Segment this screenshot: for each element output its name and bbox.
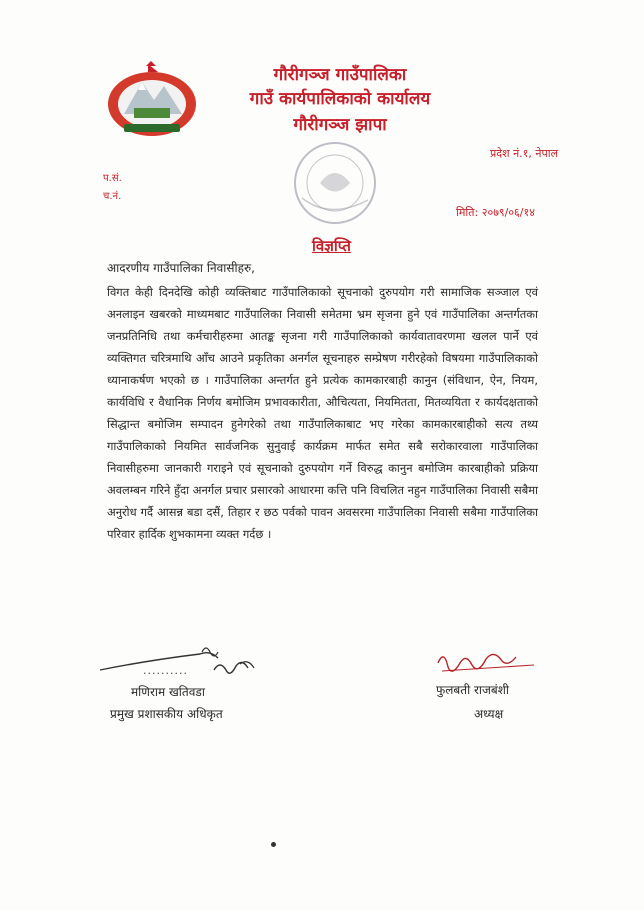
notice-body: विगत केही दिनदेखि कोही व्यक्तिबाट गाउँपालिकाको सूचनाको दुरुपयोग गरी सामाजिक सञ्जाल एवं अनलाइन खबरको माध्यमबाट गाउँपालिका निवासी समेतमा भ्रम सृजना हुने एवं गाउँपालिका अन्तर्गतका जनप्रतिनिधि तथा कर्मचारीहरुमा आतङ्क सृजना गरी गाउँपालिकाको कार्यवातावरणमा खलल पार्ने एवं व्यक्तिगत चरित्रमाथि आँच आउने प्रकृतिका अनर्गल सूचनाहरु सम्प्रेषण गरीरहेको विषयमा गाउँपालिकाको ध्यानाकर्षण भएको छ । गाउँपालिका अन्तर्गत हुने प्रत्येक कामकारबाही कानुन (संविधान, ऐन, नियम, कार्यविधि र वैधानिक निर्णय बमोजिम प्रभावकारीता, औचित्यता, नियमितता, मितव्ययिता र कार्यदक्षताको सिद्धान्त बमोजिम सम्पादन हुनेगरेको तथा गाउँपालिकाबाट भए गरेका कामकारबाहीको सत्य तथ्य गाउँपालिकाको नियमित सार्वजनिक सुनुवाई कार्यक्रम मार्फत समेत सबै सरोकारवाला गाउँपालिका निवासीहरुमा जानकारी गराइने एवं सूचनाको दुरुपयोग गर्ने विरुद्ध कानुन बमोजिम कारबाहीको प्रक्रिया अवलम्बन गरिने हुँदा अनर्गल प्रचार प्रसारको आधारमा कत्ति पनि विचलित नहुन गाउँपालिका निवासी सबैमा अनुरोध गर्दै आसन्न बडा दसैं, तिहार र छठ पर्वको पावन अवसरमा गाउँपालिका निवासी सबैमा गाउँपालिका परिवार हार्दिक शुभकामना व्यक्त गर्दछ । xyxy=(107,285,538,541)
office-location: गौरीगञ्ज झापा xyxy=(293,115,387,135)
signatory-name-admin: मणिराम खतिवडा xyxy=(131,685,205,699)
date-text: मिति: २०७९/०६/१४ xyxy=(456,206,535,219)
reference-number-label: प.सं. xyxy=(103,173,122,184)
dispatch-number-label: च.नं. xyxy=(103,191,122,202)
office-name: गाउँ कार्यपालिकाको कार्यालय xyxy=(249,89,431,109)
signatory-name-chair: फुलबती राजबंशी xyxy=(436,683,510,697)
signatory-title-admin: प्रमुख प्रशासकीय अधिकृत xyxy=(110,707,223,721)
signature-chairperson xyxy=(430,645,540,675)
signatory-title-chair: अध्यक्ष xyxy=(474,707,504,721)
office-stamp-icon xyxy=(290,138,380,228)
ink-speck xyxy=(271,842,276,847)
nepal-emblem-logo xyxy=(104,60,200,138)
province-text: प्रदेश नं.१, नेपाल xyxy=(490,147,559,160)
notice-title: विज्ञप्ति xyxy=(312,237,351,255)
salutation: आदरणीय गाउँपालिका निवासीहरु, xyxy=(107,261,255,275)
signature-line-dots: .......... xyxy=(143,664,188,677)
municipality-name: गौरीगञ्ज गाउँपालिका xyxy=(273,65,407,85)
